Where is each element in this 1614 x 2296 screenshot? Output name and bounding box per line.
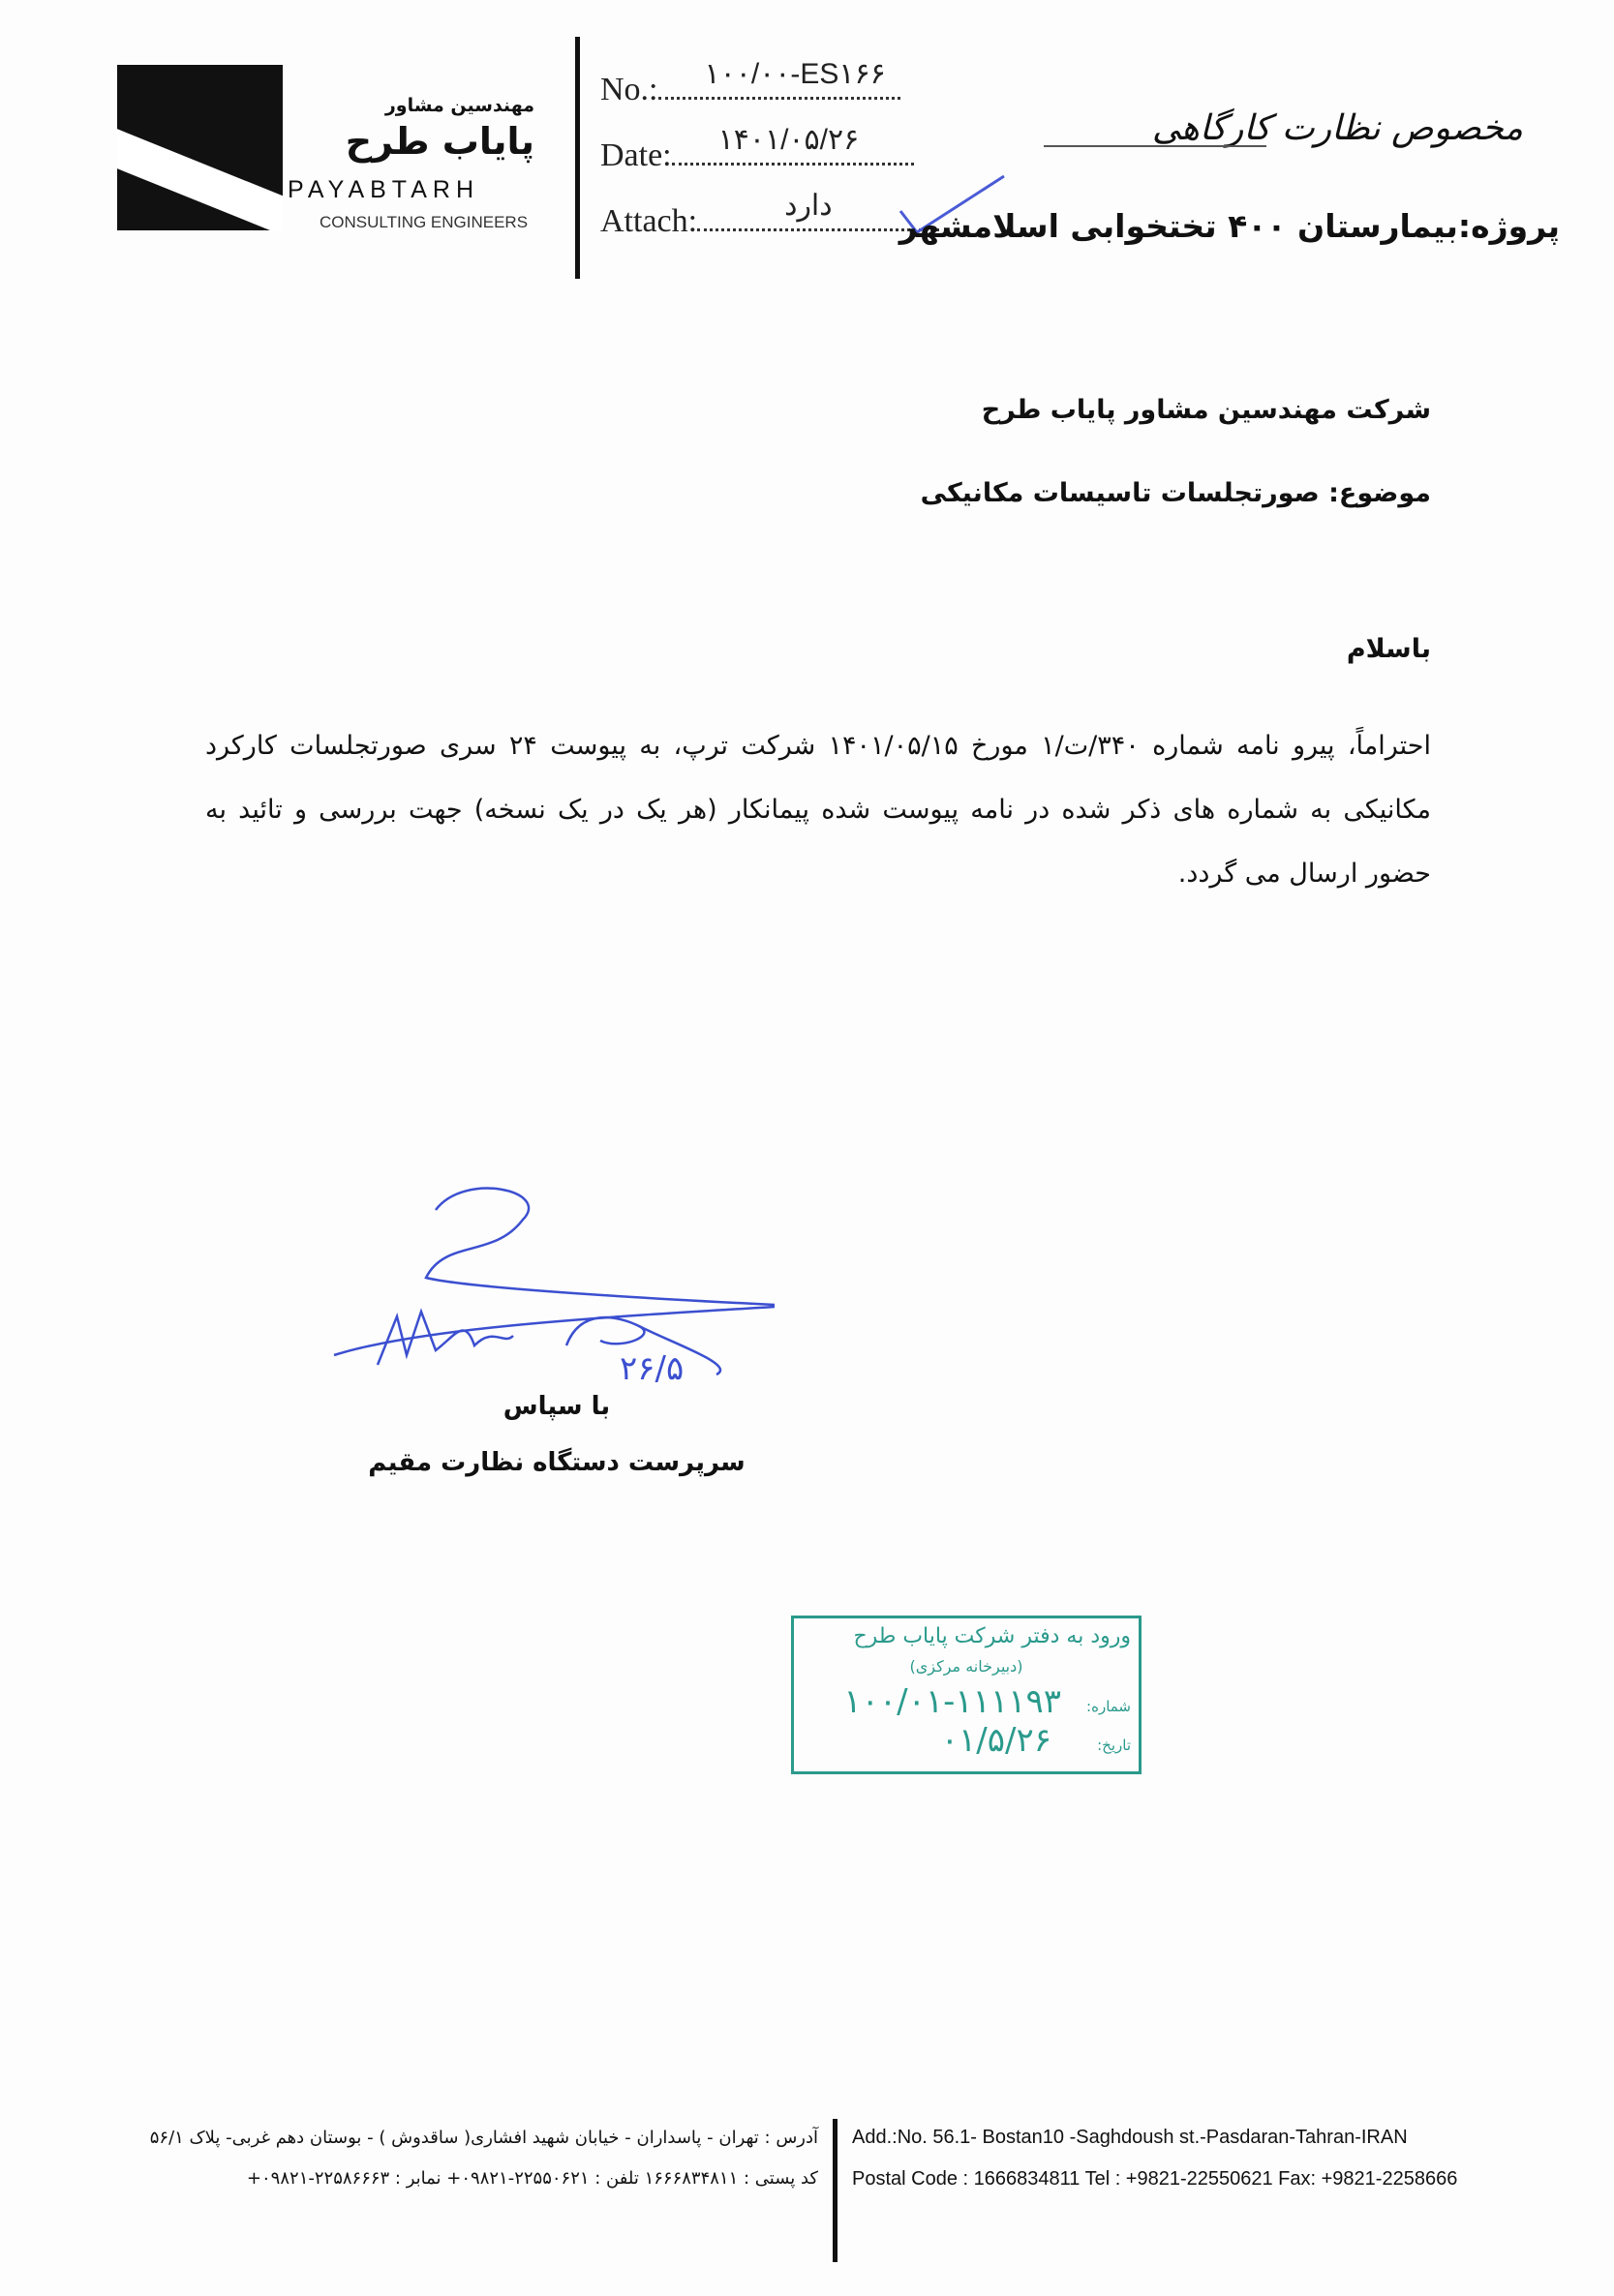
logo-persian-subtitle: مهندسین مشاور xyxy=(384,95,534,116)
stamp-number-label: شماره: xyxy=(1086,1698,1131,1715)
attach-value: دارد xyxy=(784,190,833,222)
footer-persian-contact: کد پستی : ۱۶۶۶۸۳۴۸۱۱ تلفن : ۲۲۵۵۰۶۲۱-۰۹۸۲۱+ نمابر : ۲۲۵۸۶۶۶۳-۰۹۸۲۱+ xyxy=(246,2168,818,2189)
signature-date: ۲۶/۵ xyxy=(620,1349,685,1388)
number-value: ۱۰۰/۰۰-ES۱۶۶ xyxy=(704,58,886,90)
company-logo xyxy=(117,65,283,230)
number-label: No.: xyxy=(600,72,658,107)
footer-english-contact: Postal Code : 1666834811 Tel : +9821-22550621 Fax: +9821-2258666 xyxy=(852,2168,1458,2190)
logo-persian-name: پایاب طرح xyxy=(345,120,534,163)
logo-english-name: PAYABTARH xyxy=(288,176,480,203)
project-title: پروژه:بیمارستان ۴۰۰ تختخوابی اسلامشهر xyxy=(898,207,1560,245)
letter-number xyxy=(600,58,900,108)
date-label: Date: xyxy=(600,137,672,173)
stamp-subheading: (دبیرخانه مرکزی) xyxy=(909,1657,1023,1676)
stamp-heading: ورود به دفتر شرکت پایاب طرح xyxy=(853,1624,1131,1648)
footer-divider xyxy=(833,2119,837,2262)
letter-body: احتراماً، پیرو نامه شماره ۳۴۰/ت/۱ مورخ ۱۴۰۱/۰۵/۱۵ شرکت ترپ، به پیوست ۲۴ سری صورتجلسات کارکرد مکانیکی به شماره های ذکر شده در نامه پیوست شده پیمانکار (هر یک در یک نسخه) جهت بررسی و تائید به حضور ارسال می گردد. xyxy=(205,731,1431,889)
stamp-date-value: ۰۱/۵/۲۶ xyxy=(940,1721,1051,1760)
recipient: شرکت مهندسین مشاور پایاب طرح xyxy=(981,395,1431,425)
date-value: ۱۴۰۱/۰۵/۲۶ xyxy=(717,124,860,156)
letter-attachment xyxy=(600,190,939,240)
closing-thanks: با سپاس xyxy=(502,1392,611,1421)
footer-persian-address: آدرس : تهران - پاسداران - خیابان شهید افشاری( ساقدوش ) - بوستان دهم غربی- پلاک ۵۶/۱ xyxy=(149,2128,818,2148)
supervision-label: مخصوص نظارت کارگاهی xyxy=(1151,108,1523,148)
receipt-stamp xyxy=(791,1616,1142,1774)
supervision-underline xyxy=(1044,145,1266,147)
subject: موضوع: صورتجلسات تاسیسات مکانیکی xyxy=(920,478,1431,508)
signer-title: سرپرست دستگاه نظارت مقیم xyxy=(368,1448,746,1477)
footer-english-address: Add.:No. 56.1- Bostan10 -Saghdoush st.-Pasdaran-Tahran-IRAN xyxy=(852,2127,1408,2148)
letter-date xyxy=(600,124,914,174)
header-divider xyxy=(575,37,580,279)
signature xyxy=(329,1181,784,1404)
attach-label: Attach: xyxy=(600,203,698,239)
stamp-date-label: تاریخ: xyxy=(1097,1737,1131,1754)
stamp-number-value: ۱۰۰/۰۱-۱۱۱۱۹۳ xyxy=(843,1682,1061,1721)
greeting: باسلام xyxy=(1346,634,1431,664)
logo-english-subtitle: CONSULTING ENGINEERS xyxy=(320,213,529,231)
